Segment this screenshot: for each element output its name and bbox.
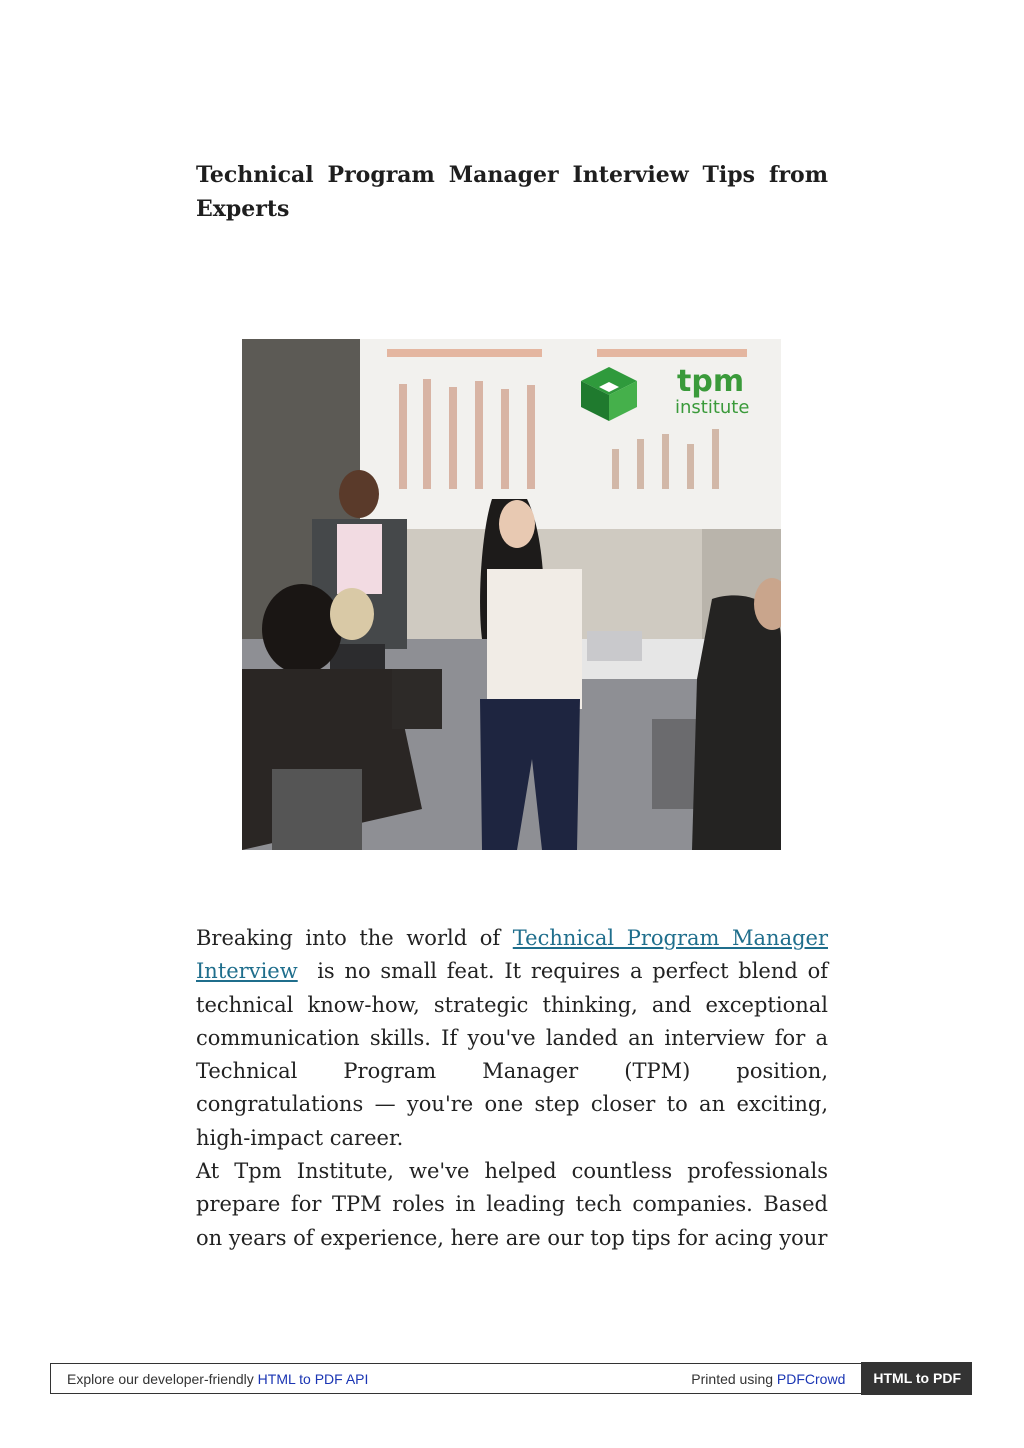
article-title: Technical Program Manager Interview Tips from Experts [196,162,828,222]
intro-paragraph [196,922,835,1155]
presentation-photo-illustration [242,339,781,850]
intro-text-after: is no small feat. It requires a perfect blend of technical know-how, strategic thinking, and exceptional communication skills. If you've landed an interview for a Technical Program Manager (TPM) position, congratulations — you're one step closer to an exciting, high-impact career. [196,959,835,1150]
paragraph-2: At Tpm Institute, we've helped countless professionals prepare for TPM roles in leading tech companies. Based on years of experience, here are our top tips for acing your [196,1159,828,1250]
logo-text-institute: institute [675,397,750,418]
footer-left-text: Explore our developer-friendly [67,1370,258,1387]
article-body [196,922,835,1255]
html-to-pdf-button[interactable]: HTML to PDF [861,1362,972,1395]
logo-text-tpm: tpm [677,364,745,399]
pdfcrowd-footer [50,1363,972,1394]
pdfcrowd-link[interactable]: PDFCrowd [776,1370,846,1387]
tpm-interview-link[interactable]: Technical Program Manager Interview [196,926,828,984]
html-to-pdf-api-link[interactable]: HTML to PDF API [257,1370,369,1387]
footer-mid-text: Printed using [691,1370,777,1387]
footer-left [51,1371,691,1387]
footer-mid [691,1371,861,1387]
intro-text-before: Breaking into the world of [196,926,513,950]
article-photo [242,339,781,850]
